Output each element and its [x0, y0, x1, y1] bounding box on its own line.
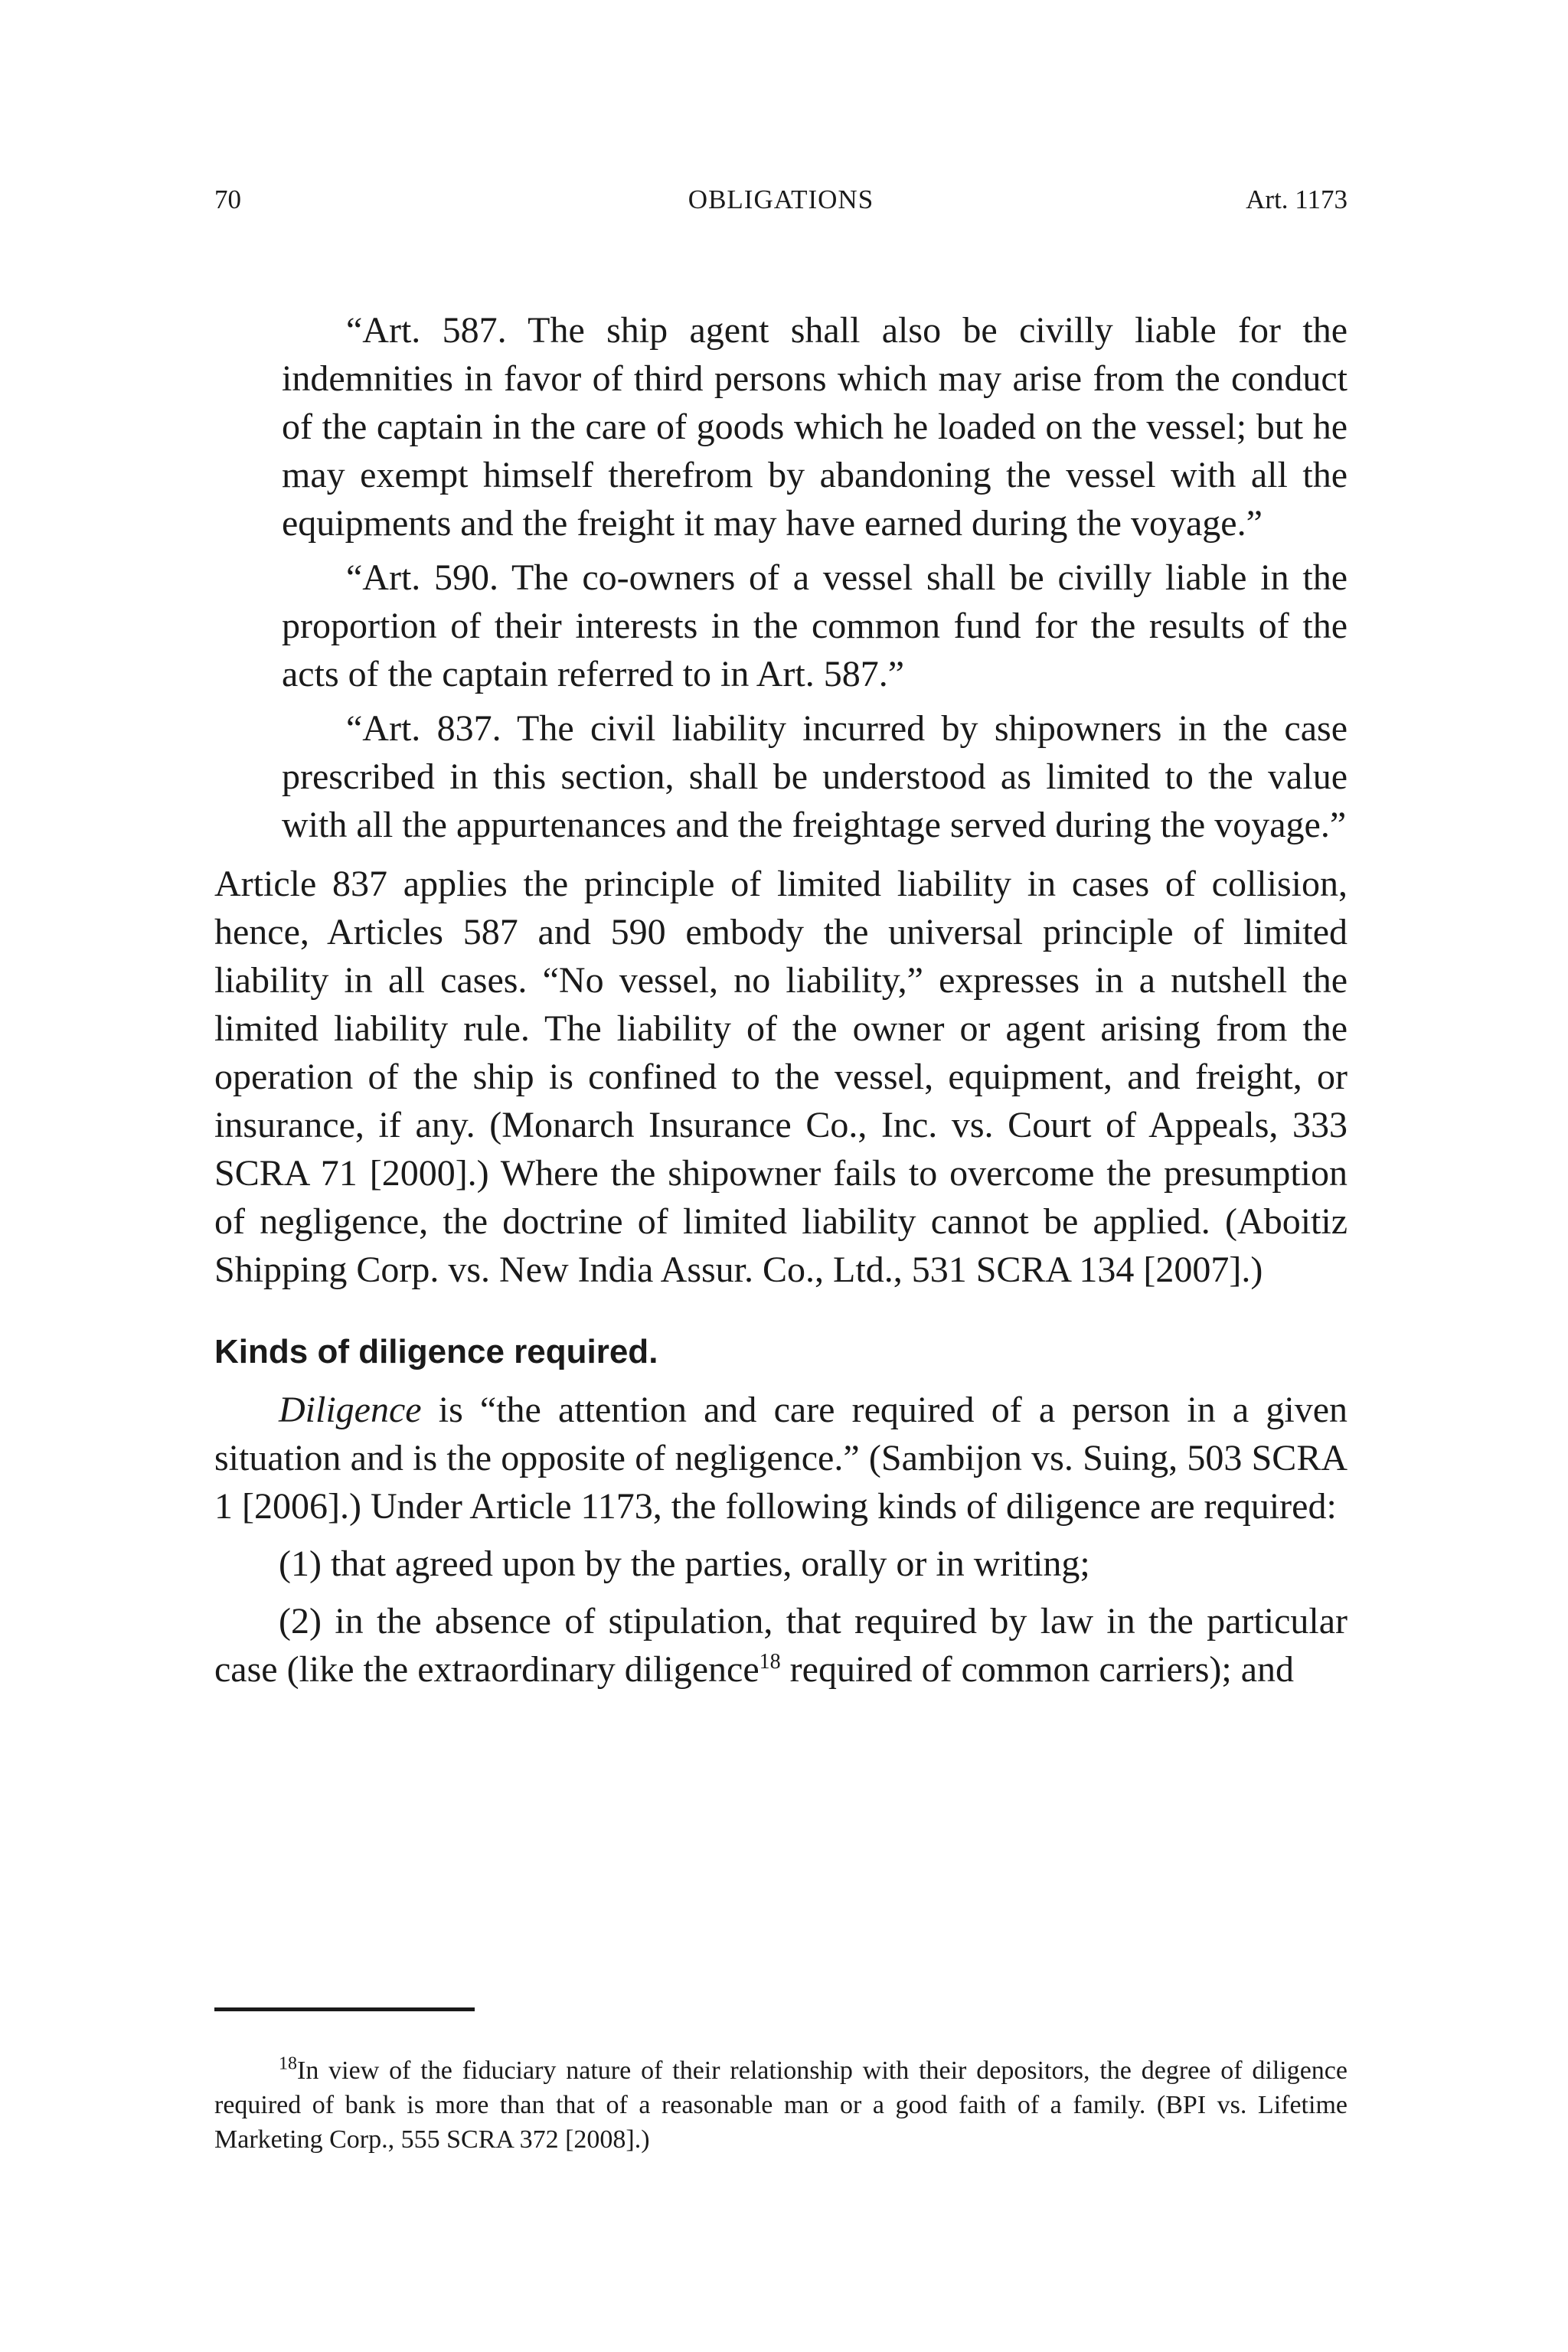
list-item-1: (1) that agreed upon by the parties, orally or in writing; [279, 1544, 1090, 1584]
list-item-2 [214, 1597, 1348, 1694]
article-reference: Art. 1173 [1246, 185, 1348, 214]
body-text [214, 306, 1348, 1694]
footnote-marker: 18 [759, 1650, 781, 1674]
footnote-number: 18 [279, 2053, 297, 2074]
running-title: OBLIGATIONS [688, 185, 874, 214]
quote-art-587: “Art. 587. The ship agent shall also be civilly liable for the indemnities in favor of third persons which may arise from the conduct of the captain in the care of goods which he loaded on the vessel; but he may exempt himself therefrom by abandoning the vessel with all the equipments and the freight it may have earned during the voyage.” [282, 310, 1348, 544]
footnote-divider [214, 2007, 475, 2011]
defined-term: Diligence [279, 1390, 422, 1430]
page-header [214, 181, 1348, 219]
paragraph-limited-liability: Article 837 applies the principle of limited liability in cases of collision, hence, Articles 587 and 590 embody the universal principle of limited liability in all cases. “No vessel, no liability,” expresses in a nutshell the limited liability rule. The liability of the owner or agent arising from the operation of the ship is confined to the vessel, equipment, and freight, or insurance, if any. (Monarch Insurance Co., Inc. vs. Court of Appeals, 333 SCRA 71 [2000].) Where the shipowner fails to overcome the presumption of negligence, the doctrine of limited liability cannot be applied. (Aboitiz Shipping Corp. vs. New India Assur. Co., Ltd., 531 SCRA 134 [2007].) [214, 864, 1348, 1290]
paragraph-diligence-definition [214, 1386, 1348, 1530]
page-number: 70 [214, 185, 241, 214]
quote-art-837: “Art. 837. The civil liability incurred by shipowners in the case prescribed in this section, shall be understood as limited to the value with all the appurtenances and the freightage served during the voyage.” [282, 708, 1348, 845]
section-heading: Kinds of diligence required. [214, 1333, 658, 1370]
quote-art-590: “Art. 590. The co-owners of a vessel shall be civilly liable in the proportion of their interests in the common fund for the results of the acts of the captain referred to in Art. 587.” [282, 557, 1348, 694]
footnote [214, 2053, 1348, 2157]
list-item-2-tail: required of common carriers); and [780, 1649, 1295, 1690]
list-item-2-text: (2) in the absence of stipulation, that required by law in the particular case (like the extraordinary diligence [214, 1601, 1348, 1690]
footnote-text: In view of the fiduciary nature of their relationship with their depositors, the degree of diligence required of bank is more than that of a reasonable man or a good faith of a family. (BPI vs. Lifetime Marketing Corp., 555 SCRA 372 [2008].) [214, 2056, 1348, 2154]
definition-text: is “the attention and care required of a person in a given situation and is the opposite of negligence.” (Sambijon vs. Suing, 503 SCRA 1 [2006].) Under Article 1173, the following kinds of diligence are required: [214, 1390, 1348, 1527]
book-page [214, 0, 1348, 2352]
